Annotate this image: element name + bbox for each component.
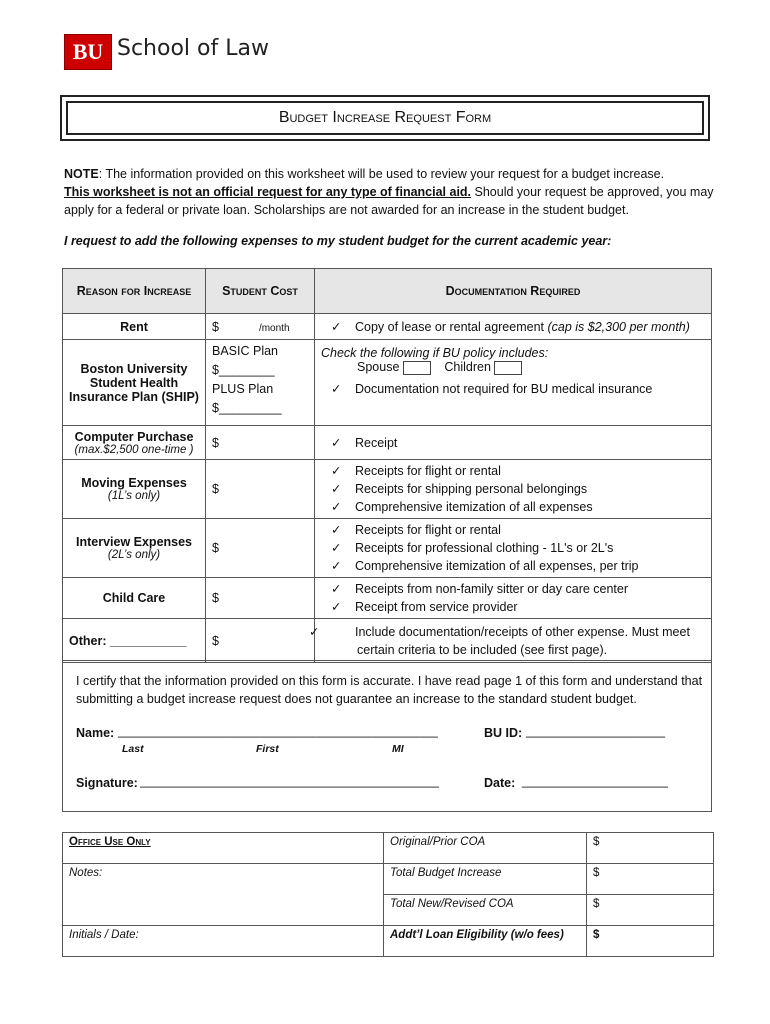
last-label: Last: [122, 743, 144, 755]
office-val-4[interactable]: $: [587, 926, 714, 957]
interview-docs: [315, 519, 712, 578]
check-icon: ✓: [331, 320, 342, 334]
other-cost[interactable]: $: [206, 619, 315, 663]
computer-cost[interactable]: $: [206, 426, 315, 460]
rent-doc: Copy of lease or rental agreement: [355, 320, 544, 334]
date-label: Date:: [484, 776, 516, 790]
computer-sub: (max.$2,500 one-time ): [74, 443, 194, 456]
note-text-1: : The information provided on this worksheet will be used to review your request for a budget increase.: [98, 167, 665, 181]
row-interview: [63, 519, 712, 578]
moving-docs: [315, 460, 712, 519]
moving-doc-2: Receipts for shipping personal belongings: [355, 482, 588, 496]
ship-check-head: Check the following if BU policy includes:: [321, 346, 549, 360]
office-val-3[interactable]: $: [587, 895, 714, 926]
computer-cell: [63, 426, 206, 460]
office-val-1[interactable]: $: [587, 833, 714, 864]
rent-unit: /month: [258, 322, 290, 334]
interview-doc-1: Receipts for flight or rental: [355, 523, 501, 537]
moving-cost[interactable]: $: [206, 460, 315, 519]
moving-sub: (1L’s only): [107, 490, 161, 502]
childcare-docs: [315, 578, 712, 619]
office-title: Office Use Only: [69, 836, 151, 848]
expense-table: [62, 268, 712, 663]
interview-cost[interactable]: $: [206, 519, 315, 578]
note-underline: This worksheet is not an official request for any type of financial aid.: [64, 185, 472, 199]
moving-doc-3: Comprehensive itemization of all expenses: [355, 500, 593, 514]
request-line: I request to add the following expenses to my student budget for the current academic year:: [64, 234, 612, 248]
office-initials[interactable]: Initials / Date:: [63, 926, 384, 957]
office-label-4: Addt’l Loan Eligibility (w/o fees): [384, 926, 587, 957]
computer-docs: [315, 426, 712, 460]
buid-field[interactable]: ____________________: [526, 724, 666, 738]
childcare-doc-1: Receipts from non-family sitter or day care center: [355, 582, 629, 596]
row-rent: [63, 314, 712, 340]
check-icon: ✓: [331, 523, 342, 537]
header-reason: Reason for Increase: [63, 269, 206, 314]
other-doc: Include documentation/receipts of other expense. Must meet certain criteria to be included (see first page).: [355, 624, 690, 657]
office-label-3: Total New/Revised COA: [384, 895, 587, 926]
rent-cost-field[interactable]: [206, 314, 315, 340]
bu-logo: BU: [64, 34, 112, 70]
office-use-table: [62, 832, 714, 957]
note-text-2: Should your request be approved, you may apply for a federal or private loan. Scholarships are not awarded for an increase in the student budget.: [64, 185, 714, 217]
form-title: Budget Increase Request Form: [66, 101, 704, 135]
computer-doc: Receipt: [355, 436, 398, 450]
check-icon: ✓: [331, 464, 342, 478]
childcare-cost[interactable]: $: [206, 578, 315, 619]
check-icon: ✓: [331, 381, 342, 396]
table-header: [63, 269, 712, 314]
check-icon: ✓: [331, 600, 342, 614]
title-box: [60, 95, 710, 141]
children-label: Children: [444, 360, 491, 374]
ship-label: Boston University Student Health Insurance Plan (SHIP): [63, 340, 206, 426]
check-icon: ✓: [331, 541, 342, 555]
header-cost: Student Cost: [206, 269, 315, 314]
rent-docs: [315, 314, 712, 340]
computer-label: Computer Purchase: [74, 429, 194, 444]
name-label: Name:: [76, 726, 115, 740]
row-computer: [63, 426, 712, 460]
signature-label: Signature:: [76, 776, 138, 790]
office-val-2[interactable]: $: [587, 864, 714, 895]
plus-plan-label: PLUS Plan: [212, 382, 274, 396]
office-title-cell: [63, 833, 384, 864]
spouse-checkbox[interactable]: [403, 361, 431, 375]
moving-doc-1: Receipts for flight or rental: [355, 464, 501, 478]
interview-doc-2: Receipts for professional clothing - 1L's or 2L's: [355, 541, 614, 555]
interview-cell: [63, 519, 206, 578]
name-field[interactable]: ______________________________________________: [118, 724, 438, 738]
moving-label: Moving Expenses: [81, 476, 187, 490]
row-ship: [63, 340, 712, 426]
other-label[interactable]: Other: ___________: [63, 619, 206, 663]
first-label: First: [256, 743, 279, 755]
check-icon: ✓: [331, 582, 342, 596]
office-row: [63, 833, 714, 864]
check-icon: ✓: [331, 559, 342, 573]
certify-text: I certify that the information provided on this form is accurate. I have read page 1 of this form and understand that submitting a budget increase request does not guarantee an increase to the standard student budget.: [76, 674, 703, 706]
interview-label: Interview Expenses: [75, 535, 193, 549]
mi-label: MI: [392, 743, 404, 755]
office-label-2: Total Budget Increase: [384, 864, 587, 895]
check-icon: ✓: [331, 500, 342, 514]
childcare-doc-2: Receipt from service provider: [355, 600, 518, 614]
office-row: [63, 864, 714, 895]
row-other: [63, 619, 712, 663]
plus-plan-value[interactable]: $_________: [212, 401, 282, 415]
spouse-label: Spouse: [357, 360, 400, 374]
children-checkbox[interactable]: [494, 361, 522, 375]
ship-cost-field[interactable]: [206, 340, 315, 426]
interview-doc-3: Comprehensive itemization of all expenses, per trip: [355, 559, 639, 573]
office-notes[interactable]: Notes:: [63, 864, 384, 926]
basic-plan-value[interactable]: $________: [212, 363, 275, 377]
rent-label: Rent: [63, 314, 206, 340]
check-icon: ✓: [331, 436, 342, 450]
school-name: School of Law: [117, 36, 269, 61]
basic-plan-label: BASIC Plan: [212, 344, 279, 358]
row-childcare: [63, 578, 712, 619]
rent-doc-cap: (cap is $2,300 per month): [544, 320, 690, 334]
note-paragraph: [64, 165, 714, 219]
interview-sub: (2L’s only): [107, 549, 161, 561]
note-label: NOTE: [64, 167, 99, 181]
check-icon: ✓: [309, 624, 320, 639]
rent-cost: $: [212, 319, 219, 334]
date-field[interactable]: _____________________: [522, 774, 668, 788]
childcare-label: Child Care: [63, 578, 206, 619]
check-icon: ✓: [331, 482, 342, 496]
ship-doc: Documentation not required for BU medical insurance: [355, 381, 653, 396]
buid-label: BU ID:: [484, 726, 523, 740]
other-docs: [309, 619, 712, 663]
office-label-1: Original/Prior COA: [384, 833, 587, 864]
moving-cell: [63, 460, 206, 519]
row-moving: [63, 460, 712, 519]
header-docs: Documentation Required: [315, 269, 712, 314]
office-row: [63, 926, 714, 957]
signature-field[interactable]: ___________________________________________: [140, 774, 439, 788]
ship-docs: [315, 340, 712, 426]
